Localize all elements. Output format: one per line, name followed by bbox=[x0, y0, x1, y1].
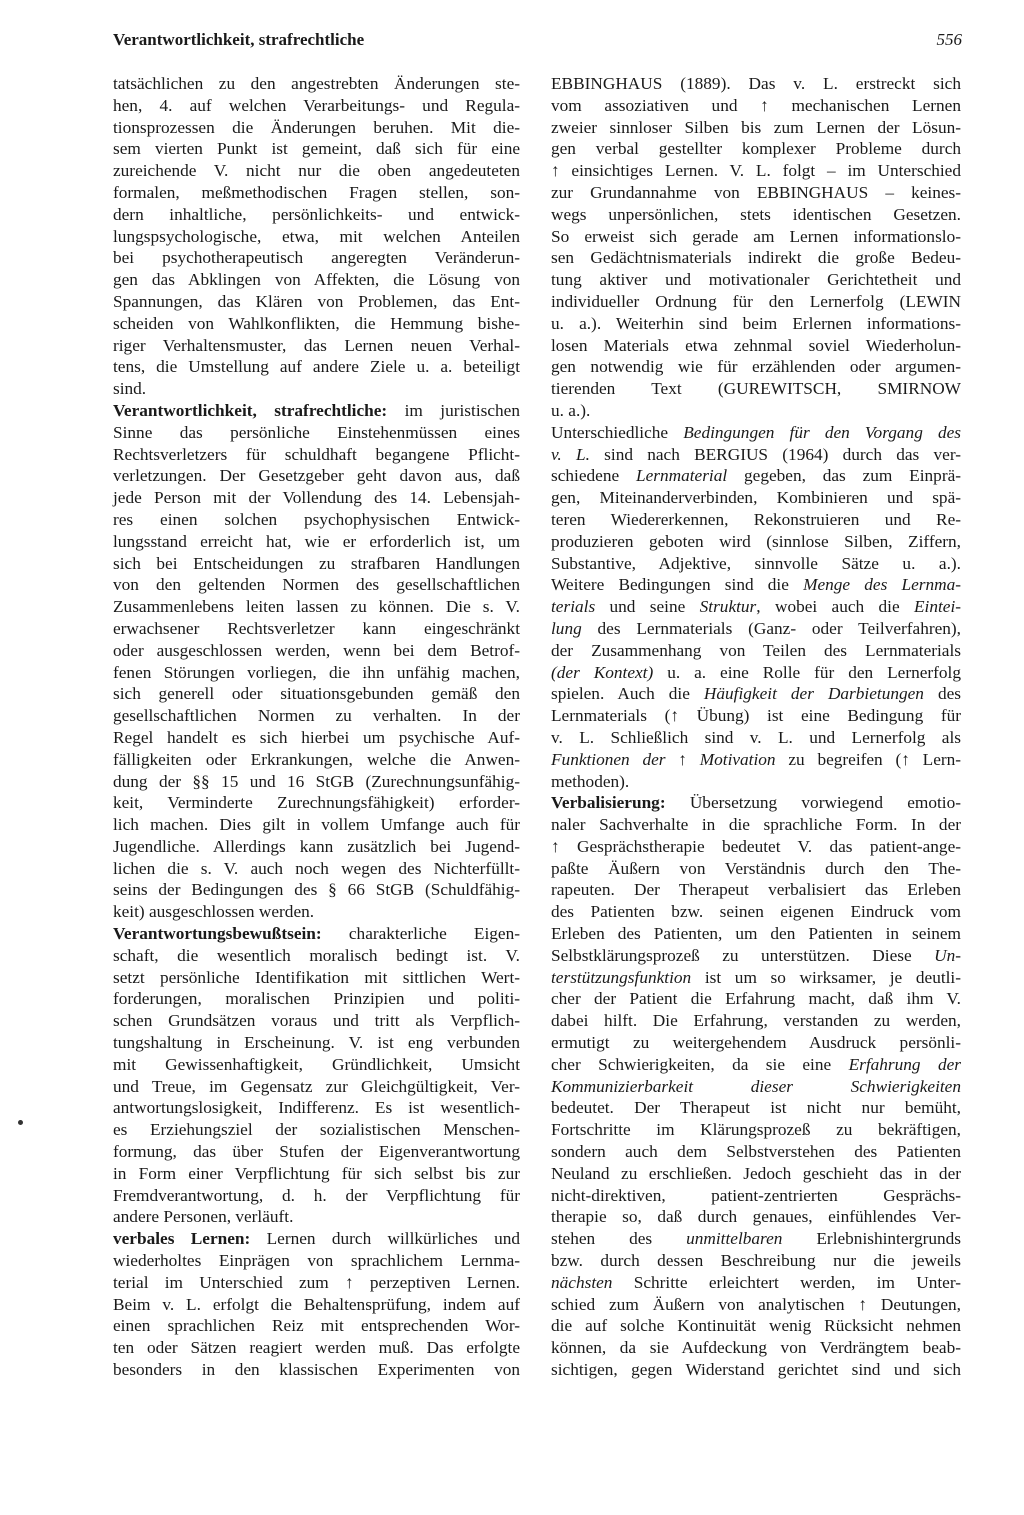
text-line bbox=[113, 1294, 520, 1316]
text-line bbox=[113, 945, 520, 967]
text-line bbox=[551, 749, 961, 771]
text-line bbox=[113, 291, 520, 313]
body-text: ↑ einsichtiges Lernen. V. L. folgt – im Unterschied bbox=[551, 161, 961, 181]
body-text: u. a.). bbox=[551, 400, 591, 420]
text-line bbox=[551, 509, 961, 531]
body-text: formung, das über Stufen der Eigenverantwortung bbox=[113, 1142, 520, 1162]
body-text: scheiden von Wahlkonflikten, die Hemmung bishe- bbox=[113, 313, 520, 333]
body-text: lungsstand erreicht hat, wie er erforderlich ist, um bbox=[113, 531, 520, 551]
entry-headword: Verantwortungsbewußtsein: bbox=[113, 924, 322, 944]
body-text: antwortungslosigkeit, Indifferenz. Es ist wesentlich- bbox=[113, 1098, 520, 1118]
body-text: Jugendliche. Allerdings kann zusätzlich bei Jugend- bbox=[113, 836, 520, 856]
body-text: gen, Miteinanderverbinden, Kombinieren und spä- bbox=[551, 488, 961, 508]
text-line bbox=[113, 73, 520, 95]
text-line bbox=[113, 771, 520, 793]
text-line bbox=[113, 204, 520, 226]
text-line bbox=[113, 901, 520, 923]
text-line bbox=[551, 1185, 961, 1207]
body-text: Spannungen, das Klären von Problemen, das Ent- bbox=[113, 291, 520, 311]
body-text: schaft, die wesentlich moralisch bedingt ist. V. bbox=[113, 945, 520, 965]
text-line bbox=[551, 574, 961, 596]
body-text: Rechtsverletzers für schuldhaft begangene Pflicht- bbox=[113, 444, 520, 464]
text-line bbox=[551, 182, 961, 204]
body-text: hen, 4. auf welchen Verarbeitungs- und Regula- bbox=[113, 95, 520, 115]
text-line bbox=[551, 378, 961, 400]
text-line bbox=[113, 378, 520, 400]
text-line bbox=[113, 1228, 520, 1250]
body-text: produzieren geboten wird (sinnlose Silben, Ziffern, bbox=[551, 531, 961, 551]
body-text: individueller Ordnung für den Lernerfolg (LEWIN bbox=[551, 291, 961, 311]
body-text: lich machen. Dies gilt in vollem Umfange auch für bbox=[113, 815, 520, 835]
body-text: methoden). bbox=[551, 771, 630, 791]
body-text: tierenden Text (GUREWITSCH, SMIRNOW bbox=[551, 379, 961, 399]
body-text: und seine bbox=[595, 597, 700, 617]
margin-dot bbox=[18, 1120, 23, 1125]
body-text: können, da sie Aufdeckung von Verdrängtem beab- bbox=[551, 1338, 961, 1358]
emphasis-text: Motivation bbox=[699, 749, 776, 769]
body-text: sichtigen, gegen Widerstand gerichtet sind und sich bbox=[551, 1360, 961, 1380]
text-line bbox=[551, 858, 961, 880]
body-text: teren Wiedererkennen, Rekonstruieren und Re- bbox=[551, 509, 961, 529]
text-line bbox=[551, 662, 961, 684]
text-line bbox=[551, 73, 961, 95]
text-line bbox=[113, 1272, 520, 1294]
text-line bbox=[113, 553, 520, 575]
text-line bbox=[551, 247, 961, 269]
body-text: zur Grundannahme von EBBINGHAUS – keines- bbox=[551, 182, 961, 202]
text-line bbox=[113, 1141, 520, 1163]
text-line bbox=[551, 226, 961, 248]
emphasis-text: Un- bbox=[934, 945, 961, 965]
body-text: die auf solche Kontinuität wenig Rücksicht nehmen bbox=[551, 1316, 961, 1336]
text-line bbox=[113, 1359, 520, 1381]
text-line bbox=[113, 967, 520, 989]
text-line bbox=[551, 640, 961, 662]
body-text: tatsächlichen zu den angestrebten Änderungen ste- bbox=[113, 74, 520, 93]
body-text: lungspsychologische, etwa, mit welchen Anteilen bbox=[113, 226, 520, 246]
text-line bbox=[551, 138, 961, 160]
text-line bbox=[113, 356, 520, 378]
text-line bbox=[551, 313, 961, 335]
text-line bbox=[113, 269, 520, 291]
text-line bbox=[113, 879, 520, 901]
body-text: ↑ bbox=[665, 749, 700, 769]
body-text: u. a. eine Rolle für den Lernerfolg bbox=[653, 662, 961, 682]
body-text: besonders in den klassischen Experimenten von bbox=[113, 1360, 520, 1380]
text-line bbox=[551, 1250, 961, 1272]
body-text: tungshaltung in Erscheinung. V. ist eng verbunden bbox=[113, 1033, 520, 1053]
body-text: Weitere Bedingungen sind die bbox=[551, 575, 804, 595]
body-text: , wobei auch die bbox=[756, 597, 914, 617]
body-text: gegeben, das zum Einprä- bbox=[727, 466, 961, 486]
body-text: wegs unpersönlichen, stets identischen Gesetzen. bbox=[551, 204, 961, 224]
text-line bbox=[551, 335, 961, 357]
body-text: stehen des bbox=[551, 1229, 687, 1249]
text-line bbox=[551, 792, 961, 814]
body-text: ist um so wirksamer, je deutli- bbox=[691, 967, 961, 987]
text-line bbox=[551, 945, 961, 967]
text-line bbox=[113, 640, 520, 662]
body-text: v. L. Schließlich sind v. L. und Lernerfolg als bbox=[551, 727, 961, 747]
text-line bbox=[551, 618, 961, 640]
body-text: einen sprachlichen Reiz mit entsprechenden Wor- bbox=[113, 1316, 520, 1336]
text-line bbox=[113, 1010, 520, 1032]
body-text: andere Personen, verläuft. bbox=[113, 1207, 294, 1227]
text-line bbox=[113, 988, 520, 1010]
text-line bbox=[551, 160, 961, 182]
body-text: sondern auch dem Selbstverstehen des Patienten bbox=[551, 1142, 961, 1162]
emphasis-text: Menge des Lernma- bbox=[803, 575, 962, 595]
emphasis-text: terstützungsfunktion bbox=[551, 967, 692, 987]
body-text: zu begreifen (↑ Lern- bbox=[775, 749, 962, 769]
text-line bbox=[551, 1272, 961, 1294]
body-text: gesellschaftlichen Normen zu verhalten. In der bbox=[113, 706, 520, 726]
text-line bbox=[113, 160, 520, 182]
text-line bbox=[551, 683, 961, 705]
entry-headword: Verbalisierung: bbox=[551, 793, 666, 813]
text-line bbox=[551, 444, 961, 466]
body-text: naler Sachverhalte in die sprachliche Form. In der bbox=[551, 815, 961, 835]
text-line bbox=[113, 923, 520, 945]
body-text: nicht-direktiven, patient-zentrierten Gesprächs- bbox=[551, 1185, 961, 1205]
emphasis-text: Kommunizierbarkeit dieser Schwierigkeiten bbox=[551, 1076, 961, 1096]
emphasis-text: nächsten bbox=[551, 1272, 613, 1292]
body-text: terial im Unterschied zum ↑ perzeptiven Lernen. bbox=[113, 1272, 520, 1292]
body-text: dung der §§ 15 und 16 StGB (Zurechnungsunfähig- bbox=[113, 771, 520, 791]
body-text: gen das Abklingen von Affekten, die Lösung von bbox=[113, 270, 520, 290]
text-line bbox=[113, 117, 520, 139]
text-line bbox=[551, 923, 961, 945]
emphasis-text: v. L. bbox=[551, 444, 590, 464]
body-text: u. a.). Weiterhin sind beim Erlernen informations- bbox=[551, 313, 961, 333]
body-text: Übersetzung vorwiegend emotio- bbox=[665, 793, 961, 813]
body-text: zureichende V. nicht nur die oben angedeuteten bbox=[113, 161, 520, 181]
text-line bbox=[113, 792, 520, 814]
text-line bbox=[551, 1206, 961, 1228]
emphasis-text: Lernmaterial bbox=[635, 466, 728, 486]
text-line bbox=[113, 683, 520, 705]
text-line bbox=[551, 727, 961, 749]
text-line bbox=[113, 574, 520, 596]
text-line bbox=[551, 117, 961, 139]
text-line bbox=[551, 879, 961, 901]
text-line bbox=[113, 1054, 520, 1076]
text-line bbox=[113, 400, 520, 422]
text-line bbox=[113, 226, 520, 248]
body-text: ermutigt zu weitergehendem Ausdruck persönli- bbox=[551, 1033, 961, 1053]
text-line bbox=[113, 1076, 520, 1098]
body-text: und Treue, im Gegensatz zur Gleichgültigkeit, Ver- bbox=[113, 1076, 520, 1096]
text-line bbox=[551, 596, 961, 618]
body-text: tens, die Umstellung auf andere Ziele u. a. beteiligt bbox=[113, 357, 520, 377]
body-text: ten oder Sätzen reagiert werden muß. Das erfolgte bbox=[113, 1338, 520, 1358]
text-line bbox=[551, 1141, 961, 1163]
body-text: Regel handelt es sich hierbei um psychische Auf- bbox=[113, 727, 520, 747]
text-line bbox=[113, 465, 520, 487]
body-text: forderungen, moralischen Prinzipien und politi- bbox=[113, 989, 520, 1009]
emphasis-text: unmittelbaren bbox=[686, 1229, 783, 1249]
text-line bbox=[551, 705, 961, 727]
body-text: bedeutet. Der Therapeut ist nicht nur bemüht, bbox=[551, 1098, 961, 1118]
body-text: sind nach BERGIUS (1964) durch das ver- bbox=[589, 444, 961, 464]
text-line bbox=[113, 836, 520, 858]
body-text: So erweist sich gerade am Lernen informationslo- bbox=[551, 226, 961, 246]
body-text: rapeuten. Der Therapeut verbalisiert das Erleben bbox=[551, 880, 961, 900]
text-line bbox=[551, 422, 961, 444]
body-text: vom assoziativen und ↑ mechanischen Lernen bbox=[551, 95, 961, 115]
text-line bbox=[551, 901, 961, 923]
body-text: EBBINGHAUS (1889). Das v. L. erstreckt sich bbox=[551, 74, 961, 93]
body-text: bei psychotherapeutisch angeregten Veränderun- bbox=[113, 248, 520, 268]
body-text: es Erziehungsziel der sozialistischen Menschen- bbox=[113, 1120, 520, 1140]
body-text: von den geltenden Normen des gesellschaftlichen bbox=[113, 575, 520, 595]
body-text: des Patienten bzw. seinen eigenen Eindruck vom bbox=[551, 902, 961, 922]
body-text: fenen Störungen vorliegen, die ihn unfähig machen, bbox=[113, 662, 520, 682]
body-text: Erlebnishintergrunds bbox=[782, 1229, 962, 1249]
body-text: gen verbal gestellter komplexer Probleme durch bbox=[551, 139, 961, 159]
text-line bbox=[551, 465, 961, 487]
text-line bbox=[551, 1228, 961, 1250]
text-line bbox=[551, 487, 961, 509]
body-text: spielen. Auch die bbox=[551, 684, 704, 704]
body-text: Unterschiedliche bbox=[551, 422, 684, 442]
text-line bbox=[113, 1315, 520, 1337]
text-line bbox=[113, 444, 520, 466]
body-text: paßte Äußern von Verständnis durch den The- bbox=[551, 858, 961, 878]
text-line bbox=[113, 1337, 520, 1359]
text-line bbox=[551, 814, 961, 836]
body-text: formalen, meßmethodischen Fragen stellen, son- bbox=[113, 182, 520, 202]
text-line bbox=[113, 509, 520, 531]
body-text: keit) ausgeschlossen werden. bbox=[113, 902, 315, 922]
page-number: 556 bbox=[936, 30, 962, 49]
text-line bbox=[551, 836, 961, 858]
body-text: tung aktiver und motivationaler Gerichtetheit und bbox=[551, 270, 961, 290]
body-text: des Lernmaterials (Ganz- oder Teilverfahren), bbox=[581, 618, 961, 638]
body-text: cher Schwierigkeiten, da sie eine bbox=[551, 1054, 849, 1074]
emphasis-text: terials bbox=[551, 597, 596, 617]
text-line bbox=[113, 662, 520, 684]
text-line bbox=[551, 1054, 961, 1076]
emphasis-text: Bedingungen für den Vorgang des bbox=[683, 422, 962, 442]
body-text: Beim v. L. erfolgt die Behaltensprüfung, indem auf bbox=[113, 1294, 520, 1314]
text-line bbox=[113, 596, 520, 618]
body-text: setzt persönliche Identifikation mit sittlichen Wert- bbox=[113, 967, 520, 987]
text-line bbox=[551, 400, 961, 422]
body-text: sen Gedächtnismaterials indirekt die große Bedeu- bbox=[551, 248, 961, 268]
text-line bbox=[551, 1097, 961, 1119]
text-line bbox=[113, 814, 520, 836]
text-line bbox=[113, 487, 520, 509]
entry-headword: Verantwortlichkeit, strafrechtliche: bbox=[113, 400, 388, 420]
text-line bbox=[113, 727, 520, 749]
body-text: sich generell oder situationsgebunden gemäß den bbox=[113, 684, 520, 704]
emphasis-text: Erfahrung der bbox=[848, 1054, 961, 1074]
right-column bbox=[551, 73, 961, 1381]
body-text: oder ausgeschlossen werden, wenn bei dem Betrof- bbox=[113, 640, 520, 660]
body-text: erwachsener Rechtsverletzer kann eingeschränkt bbox=[113, 618, 520, 638]
text-line bbox=[551, 356, 961, 378]
body-text: Schritte erleichtert werden, im Unter- bbox=[612, 1272, 961, 1292]
body-text: im juristischen bbox=[387, 400, 520, 420]
text-line bbox=[551, 771, 961, 793]
body-text: sich bei Entscheidungen zu strafbaren Handlungen bbox=[113, 553, 520, 573]
text-line bbox=[113, 858, 520, 880]
text-line bbox=[113, 1163, 520, 1185]
text-line bbox=[551, 1032, 961, 1054]
body-text: sind. bbox=[113, 379, 147, 399]
text-line bbox=[551, 967, 961, 989]
body-text: sem vierten Punkt ist gemeint, daß sich für eine bbox=[113, 139, 520, 159]
body-text: schen Grundsätzen voraus und tritt als Verpflich- bbox=[113, 1011, 520, 1031]
body-text: seins der Bedingungen des § 66 StGB (Schuldfähig- bbox=[113, 880, 520, 900]
emphasis-text: Häufigkeit der Darbietungen bbox=[703, 684, 924, 704]
body-text: Substantive, Adjektive, sinnvolle Sätze u. a.). bbox=[551, 553, 961, 573]
body-text: therapie so, daß durch genaues, einfühlendes Ver- bbox=[551, 1207, 961, 1227]
text-line bbox=[551, 1337, 961, 1359]
body-text: dern inhaltliche, persönlichkeits- und entwick- bbox=[113, 204, 520, 224]
text-line bbox=[551, 291, 961, 313]
emphasis-text: (der Kontext) bbox=[551, 662, 654, 682]
body-text: schied zum Äußern von analytischen ↑ Deutungen, bbox=[551, 1294, 961, 1314]
body-text: riger Verhaltensmuster, das Lernen neuen Verhal- bbox=[113, 335, 520, 355]
body-text: Zusammenlebens leiten lassen zu können. Die s. V. bbox=[113, 597, 520, 617]
body-text: bzw. durch dessen Beschreibung nur die jeweils bbox=[551, 1251, 961, 1271]
emphasis-text: Eintei- bbox=[913, 597, 961, 617]
text-line bbox=[113, 531, 520, 553]
text-line bbox=[551, 95, 961, 117]
text-line bbox=[113, 335, 520, 357]
emphasis-text: Funktionen der bbox=[551, 749, 666, 769]
body-text: zweier sinnloser Silben bis zum Lernen der Lösun- bbox=[551, 117, 961, 137]
text-line bbox=[113, 95, 520, 117]
body-text: dabei hilft. Die Erfahrung, verstanden zu werden, bbox=[551, 1011, 961, 1031]
text-line bbox=[551, 1010, 961, 1032]
text-line bbox=[551, 1359, 961, 1381]
body-text: fälligkeiten oder Erkrankungen, welche die Anwen- bbox=[113, 749, 520, 769]
running-head-title: Verantwortlichkeit, strafrechtliche bbox=[113, 30, 365, 49]
body-text: Fremdverantwortung, d. h. der Verpflichtung für bbox=[113, 1185, 520, 1205]
text-line bbox=[551, 1076, 961, 1098]
text-line bbox=[113, 1185, 520, 1207]
text-line bbox=[551, 531, 961, 553]
body-text: in Form einer Verpflichtung für sich selbst bis zur bbox=[113, 1163, 520, 1183]
body-text: charakterliche Eigen- bbox=[321, 924, 520, 944]
text-line bbox=[113, 138, 520, 160]
body-text: res einen solchen psychophysischen Entwick- bbox=[113, 509, 520, 529]
text-line bbox=[113, 749, 520, 771]
left-column bbox=[113, 73, 520, 1381]
body-text: Lernmaterials (↑ Übung) ist eine Bedingung für bbox=[551, 706, 961, 726]
text-line bbox=[551, 1163, 961, 1185]
emphasis-text: lung bbox=[551, 618, 582, 638]
body-text: lichen die s. V. auch noch wegen des Nichterfüllt- bbox=[113, 858, 520, 878]
body-text: keit, Verminderte Zurechnungsfähigkeit) erforder- bbox=[113, 793, 520, 813]
text-line bbox=[113, 1119, 520, 1141]
body-text: Neuland zu erschließen. Jedoch geschieht das in der bbox=[551, 1163, 961, 1183]
body-text: gen notwendig wie für erzählenden oder argumen- bbox=[551, 357, 961, 377]
text-line bbox=[551, 1315, 961, 1337]
text-line bbox=[113, 422, 520, 444]
body-text: schiedene bbox=[551, 466, 636, 486]
text-line bbox=[113, 705, 520, 727]
text-line bbox=[113, 313, 520, 335]
body-text: Sinne das persönliche Einstehenmüssen eines bbox=[113, 422, 520, 442]
text-line bbox=[113, 1097, 520, 1119]
body-text: ↑ Gesprächstherapie bedeutet V. das patient-ange- bbox=[551, 836, 961, 856]
body-text: Erleben des Patienten, um den Patienten in seinem bbox=[551, 924, 961, 944]
body-text: der Zusammenhang von Teilen des Lernmaterials bbox=[551, 640, 961, 660]
body-text: Lernen durch willkürliches und bbox=[250, 1229, 521, 1249]
text-line bbox=[551, 988, 961, 1010]
body-text: Fortschritte im Klärungsprozeß zu bekräftigen, bbox=[551, 1120, 961, 1140]
text-line bbox=[551, 553, 961, 575]
text-line bbox=[551, 1294, 961, 1316]
text-line bbox=[113, 182, 520, 204]
text-line bbox=[551, 269, 961, 291]
text-line bbox=[113, 618, 520, 640]
emphasis-text: Struktur bbox=[699, 597, 757, 617]
text-line bbox=[113, 1250, 520, 1272]
text-line bbox=[551, 1119, 961, 1141]
body-text: Selbstklärungsprozeß zu unterstützen. Diese bbox=[551, 945, 935, 965]
body-text: des bbox=[923, 684, 961, 704]
body-text: mit Gewissenhaftigkeit, Gründlichkeit, Umsicht bbox=[113, 1054, 520, 1074]
body-text: losen Materials etwa zehnmal soviel Wiederholun- bbox=[551, 335, 961, 355]
body-text: tionsprozessen die Änderungen beruhen. Mit die- bbox=[113, 117, 520, 137]
body-text: verletzungen. Der Gesetzgeber geht davon aus, daß bbox=[113, 466, 520, 486]
text-line bbox=[113, 1206, 520, 1228]
body-text: cher der Patient die Erfahrung macht, daß ihm V. bbox=[551, 989, 961, 1009]
body-text: jede Person mit der Vollendung des 14. Lebensjah- bbox=[113, 488, 520, 508]
text-line bbox=[551, 204, 961, 226]
text-line bbox=[113, 247, 520, 269]
body-text: wiederholtes Einprägen von sprachlichem Lernma- bbox=[113, 1251, 520, 1271]
entry-headword: verbales Lernen: bbox=[113, 1229, 251, 1249]
text-line bbox=[113, 1032, 520, 1054]
